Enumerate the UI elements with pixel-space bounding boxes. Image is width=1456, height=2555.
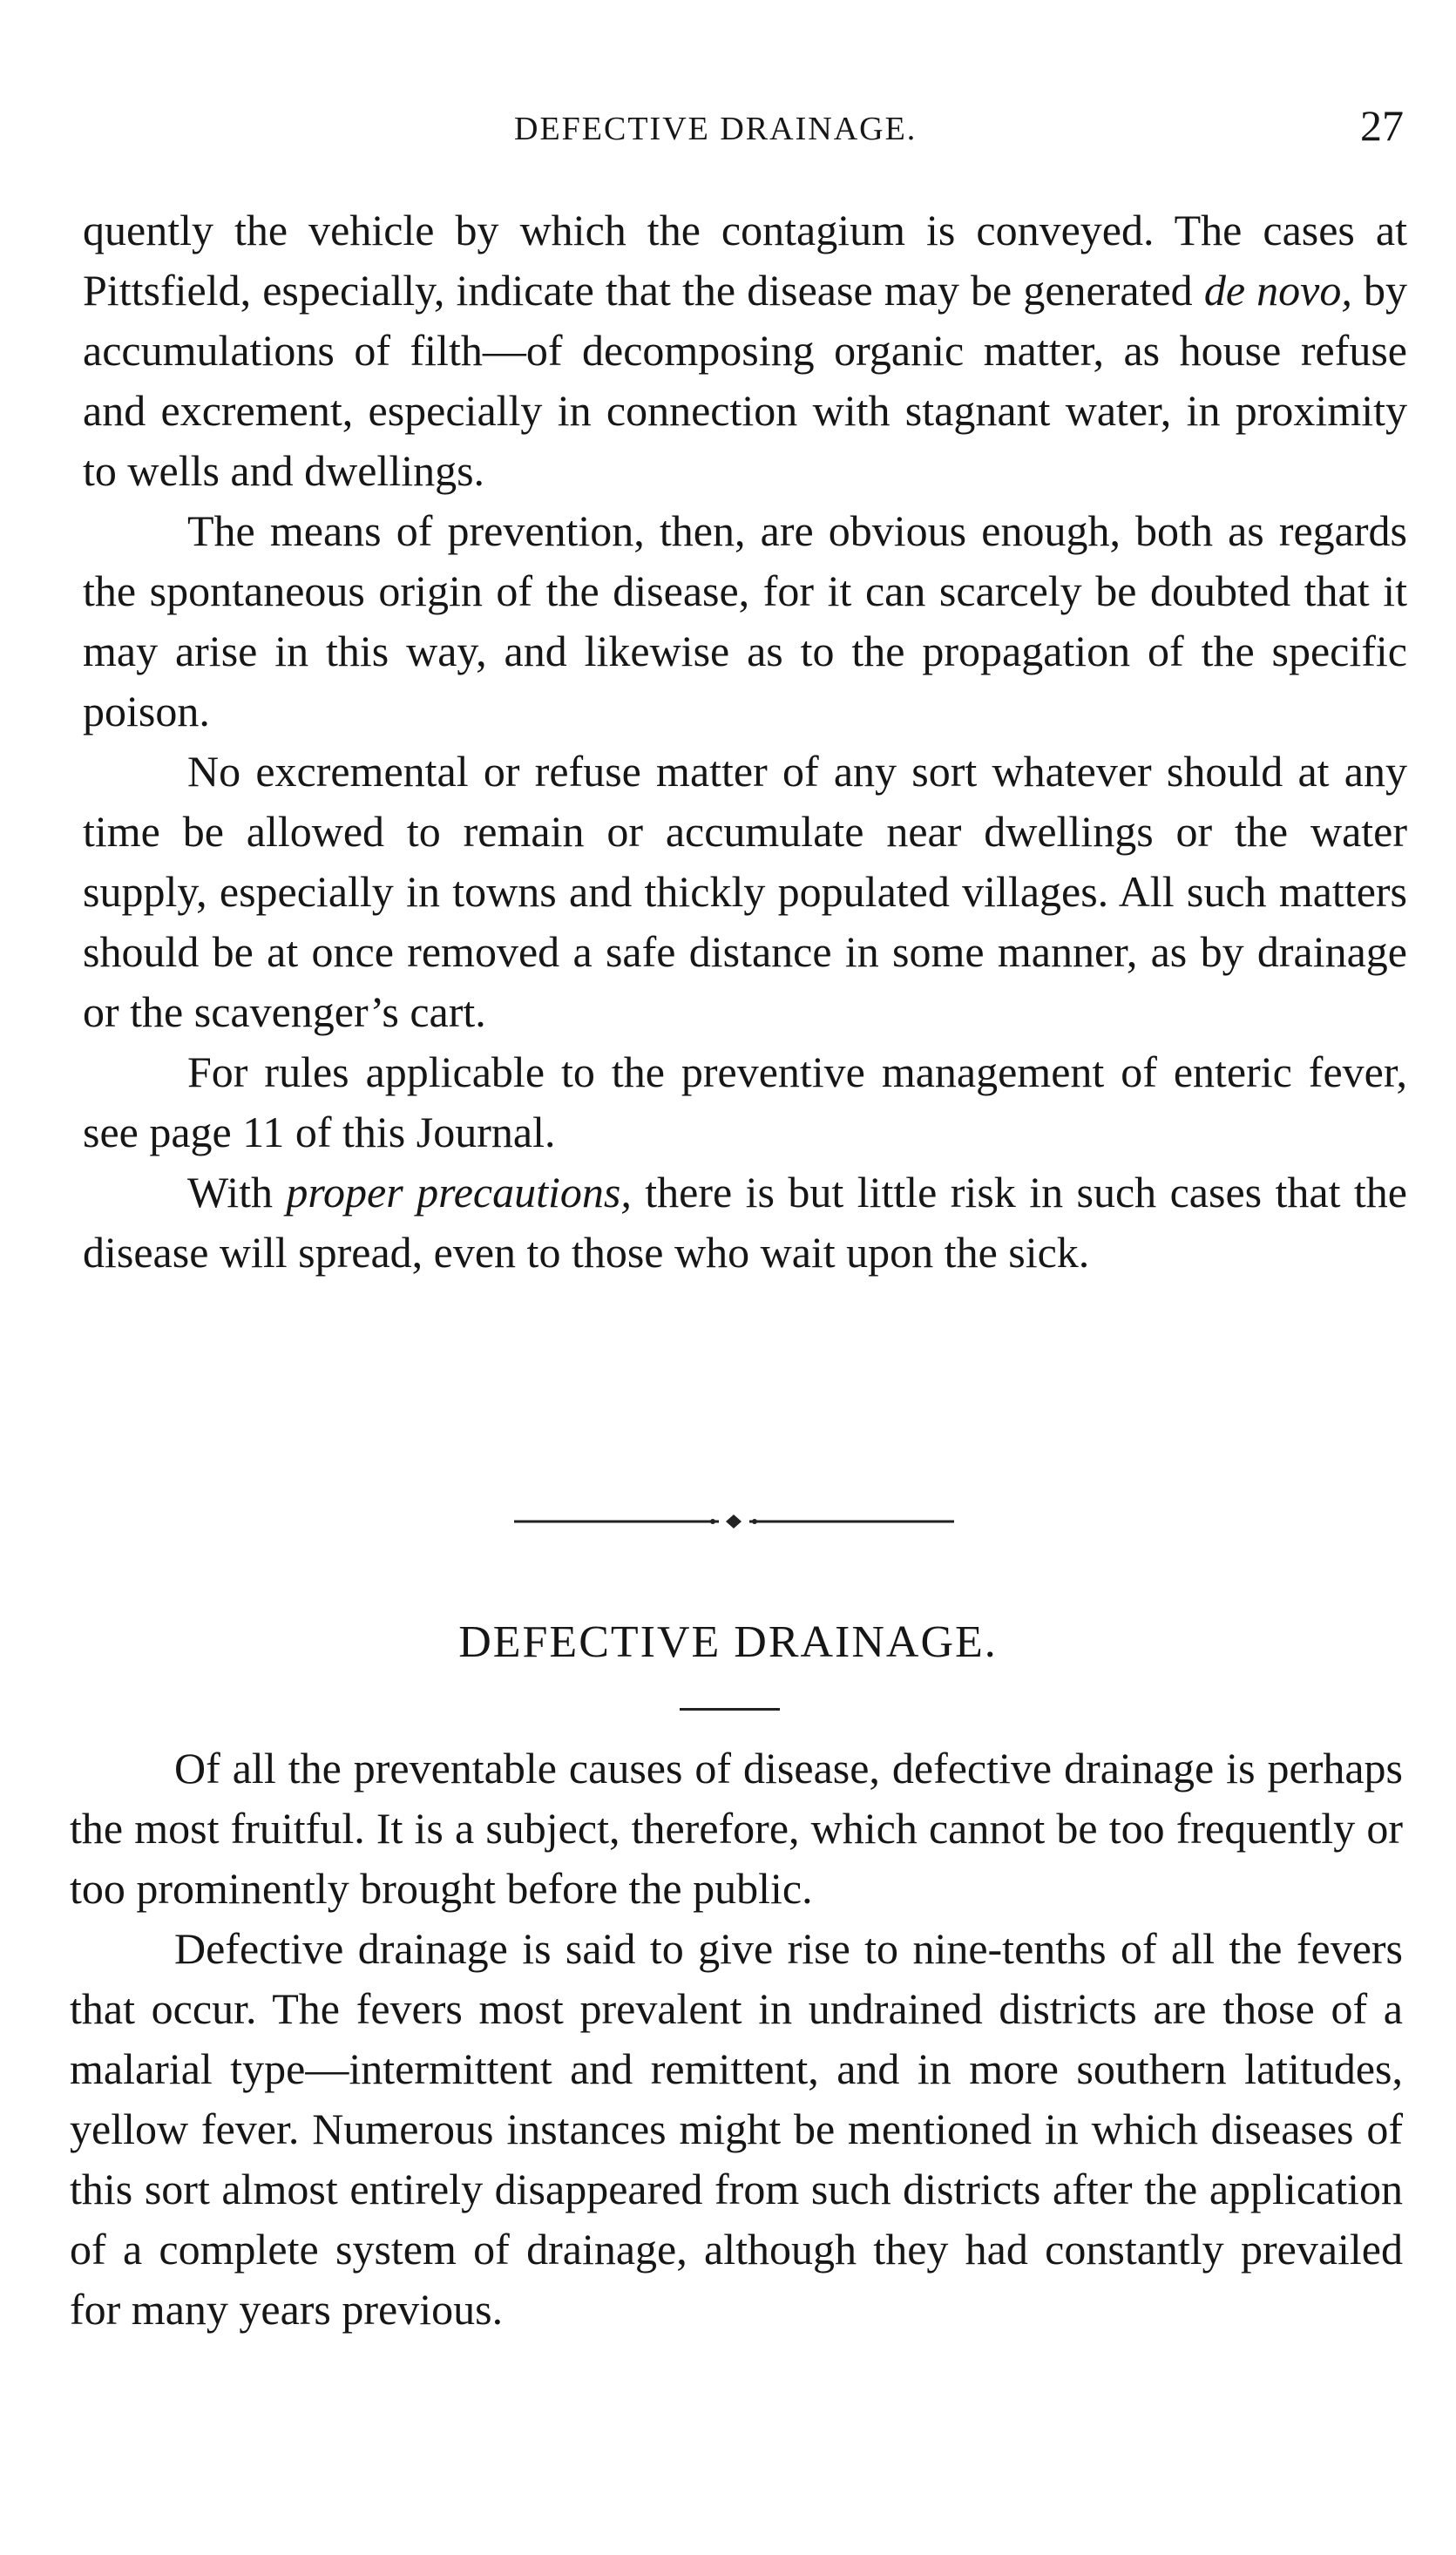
paragraph-precautions: [83, 1162, 1407, 1283]
page-number: 27: [1360, 101, 1404, 150]
running-title: DEFECTIVE DRAINAGE.: [514, 111, 918, 147]
paragraph-rules: For rules applicable to the preventive management of enteric fever, see page 11 of this Journal.: [83, 1047, 1407, 1156]
italic-phrase: de novo,: [1203, 266, 1352, 315]
paragraph-prevention: The means of prevention, then, are obvious enough, both as regards the spontaneous origin of the disease, for it can scarcely be doubted that it may arise in this way, and likewise as to the propagation of the specific poison.: [83, 506, 1407, 735]
paragraph-text: there is but little risk in such cases that the disease will spread, even to those who wait upon the sick.: [83, 1168, 1407, 1277]
heading-underline-rule: [680, 1708, 780, 1711]
paragraph-continuation: [83, 200, 1407, 501]
paragraph-text: quently the vehicle by which the contagium is conveyed. The cases at Pittsfield, especially, indicate that the disease may be generated: [83, 206, 1407, 315]
running-header: [0, 103, 1456, 155]
paragraph-refuse: No excremental or refuse matter of any sort whatever should at any time be allowed to remain or accumulate near dwellings or the water supply, especially in towns and thickly populated villages. All such matters should be at once removed a safe distance in some manner, as by drainage or the scavenger’s cart.: [83, 747, 1407, 1036]
paragraph-causes: Of all the preventable causes of disease, defective drainage is perhaps the most fruitful. It is a subject, therefore, which cannot be too frequently or too prominently brought before the public.: [70, 1744, 1403, 1913]
section-one-body: [83, 200, 1407, 1283]
section-divider-ornament: [514, 1509, 954, 1534]
section-two-body: [70, 1738, 1403, 2340]
section-heading: DEFECTIVE DRAINAGE.: [458, 1617, 998, 1667]
paragraph-fevers: Defective drainage is said to give rise to nine-tenths of all the fevers that occur. The fevers most prevalent in undrained districts are those of a malarial type—intermittent and remittent, and in more southern latitudes, yellow fever. Numerous instances might be mentioned in which diseases of this sort almost entirely disappeared from such districts after the application of a complete system of drainage, although they had constantly prevailed for many years previous.: [70, 1924, 1403, 2334]
italic-phrase: proper precautions,: [286, 1168, 632, 1217]
paragraph-text: With: [187, 1168, 287, 1217]
paragraph-text: by accumulations of filth—of decomposing organic matter, as house refuse and excrement, especially in connection with stagnant water, in proximity to wells and dwellings.: [83, 266, 1407, 495]
